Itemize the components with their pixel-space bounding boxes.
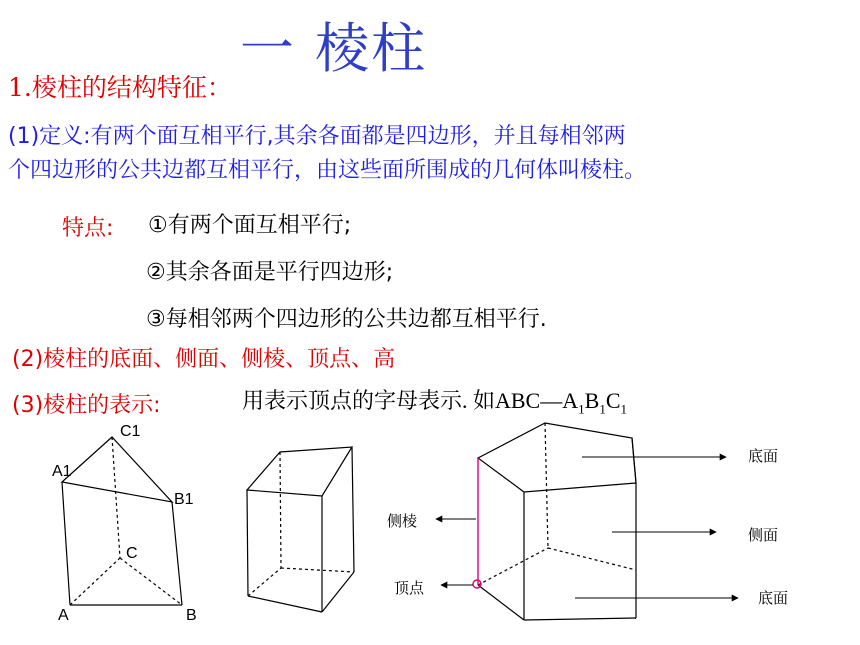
label-a: A	[58, 607, 69, 624]
notation-sub-a: 1	[578, 401, 585, 417]
section-structural-features: 1.棱柱的结构特征：	[8, 73, 232, 102]
notation-b: B	[584, 388, 600, 413]
notation-sub-b: 1	[599, 401, 606, 417]
notation-prefix: 用表示顶点的字母表示. 如ABC—A	[242, 388, 579, 413]
features-label: 特点:	[62, 216, 114, 241]
label-c1: C1	[120, 423, 141, 440]
label-lateral-edge: 侧棱	[387, 512, 418, 530]
triangular-prism-top-face	[62, 437, 172, 502]
definition-line-2: 个四边形的公共边都互相平行，由这些面所围成的几何体叫棱柱。	[8, 158, 647, 183]
quad-prism-top-face	[247, 447, 352, 496]
label-a1: A1	[52, 463, 72, 480]
label-lateral-face: 侧面	[748, 526, 779, 544]
notation-c: C	[605, 388, 621, 413]
definition-label: (1)定义:	[8, 124, 91, 149]
notation-text	[242, 384, 627, 417]
page-title: 一 棱柱	[240, 17, 428, 80]
triangular-prism	[62, 437, 182, 605]
definition-line-1	[8, 120, 646, 154]
label-b: B	[186, 607, 197, 624]
definition-line-1-text: 有两个面互相平行,其余各面都是四边形，并且每相邻两	[90, 124, 626, 149]
definition-text	[8, 120, 646, 188]
feature-item-3: ③每相邻两个四边形的公共边都互相平行.	[146, 307, 547, 332]
quadrilateral-prism	[247, 447, 354, 612]
label-bottom-base: 底面	[758, 589, 789, 607]
label-c: C	[126, 545, 138, 562]
feature-item-1: ①有两个面互相平行;	[148, 213, 352, 238]
pentagonal-prism	[478, 423, 636, 620]
prism-figures	[0, 415, 860, 645]
label-top-base: 底面	[748, 447, 779, 465]
feature-item-2: ②其余各面是平行四边形;	[146, 260, 394, 285]
label-vertex: 顶点	[394, 579, 425, 597]
label-b1: B1	[174, 491, 194, 508]
section-prism-notation: (3)棱柱的表示:	[12, 393, 161, 418]
section-prism-parts: (2)棱柱的底面、侧面、侧棱、顶点、高	[12, 347, 396, 372]
notation-sub-c: 1	[620, 401, 627, 417]
